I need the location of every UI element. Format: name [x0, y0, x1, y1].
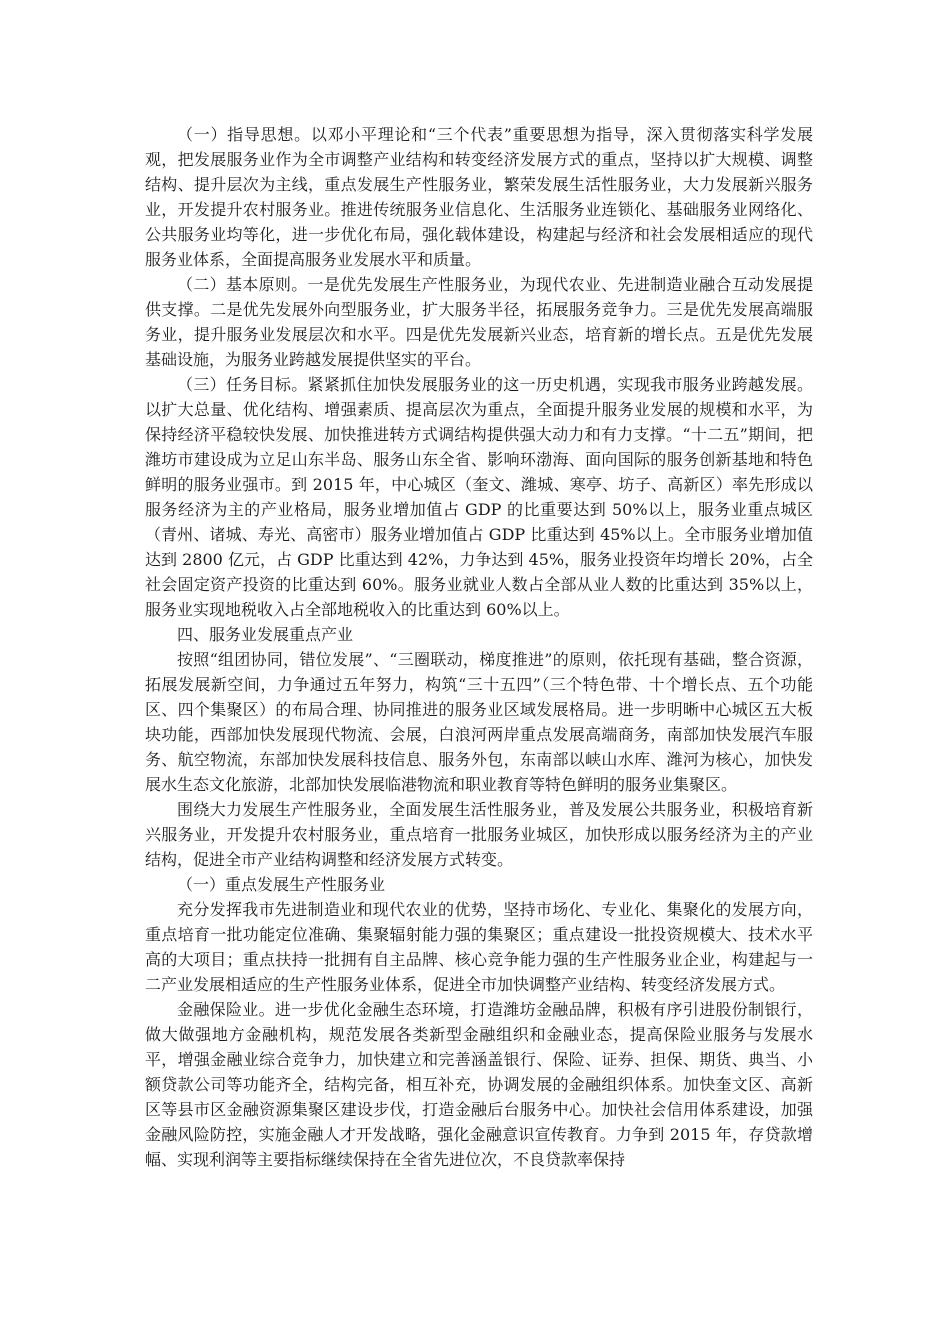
subsection-heading-productive-services: （一）重点发展生产性服务业 — [177, 875, 386, 894]
paragraph-development-focus: 围绕大力发展生产性服务业，全面发展生活性服务业，普及发展公共服务业，积极培育新兴服务业，开发提升农村服务业，重点培育一批服务业城区，加快形成以服务经济为主的产业结构，促进全市产业结构调整和经济发展方式转变。 — [145, 800, 813, 869]
paragraph-basic-principles: （二）基本原则。一是优先发展生产性服务业，为现代农业、先进制造业融合互动发展提供支撑。二是优先发展外向型服务业，扩大服务半径，拓展服务竞争力。三是优先发展高端服务业，提升服务业发展层次和水平。四是优先发展新兴业态，培育新的增长点。五是优先发展基础设施，为服务业跨越发展提供坚实的平台。 — [145, 275, 813, 369]
paragraph-productive-services: 充分发挥我市先进制造业和现代农业的优势，坚持市场化、专业化、集聚化的发展方向，重点培育一批功能定位准确、集聚辐射能力强的集聚区；重点建设一批投资规模大、技术水平高的大项目；重点扶持一批拥有自主品牌、核心竞争能力强的生产性服务业企业，构建起与一二产业发展相适应的生产性服务业体系，促进全市加快调整产业结构、转变经济发展方式。 — [145, 900, 813, 994]
section-heading-key-industries: 四、服务业发展重点产业 — [177, 625, 354, 644]
paragraph-regional-layout: 按照“组团协同，错位发展”、“三圈联动，梯度推进”的原则，依托现有基础，整合资源，拓展发展新空间，力争通过五年努力，构筑“三十五四”（三个特色带、十个增长点、五个功能区、四个集聚区）的布局合理、协同推进的服务业区域发展格局。进一步明晰中心城区五大板块功能，西部加快发展现代物流、会展，白浪河两岸重点发展高端商务，南部加快发展汽车服务、航空物流，东部加快发展科技信息、服务外包，东南部以峡山水库、潍河为核心，加快发展水生态文化旅游，北部加快发展临港物流和职业教育等特色鲜明的服务业集聚区。 — [145, 650, 813, 794]
paragraph-guiding-ideology: （一）指导思想。以邓小平理论和“三个代表”重要思想为指导，深入贯彻落实科学发展观，把发展服务业作为全市调整产业结构和转变经济发展方式的重点，坚持以扩大规模、调整结构、提升层次为主线，重点发展生产性服务业，繁荣发展生活性服务业，大力发展新兴服务业，开发提升农村服务业。推进传统服务业信息化、生活服务业连锁化、基础服务业网络化、公共服务业均等化，进一步优化布局，强化载体建设，构建起与经济和社会发展相适应的现代服务业体系，全面提高服务业发展水平和质量。 — [145, 125, 813, 269]
paragraph-finance-insurance: 金融保险业。进一步优化金融生态环境，打造潍坊金融品牌，积极有序引进股份制银行，做大做强地方金融机构，规范发展各类新型金融组织和金融业态，提高保险业服务与发展水平，增强金融业综合竞争力，加快建立和完善涵盖银行、保险、证券、担保、期货、典当、小额贷款公司等功能齐全，结构完备，相互补充，协调发展的金融组织体系。加快奎文区、高新区等县市区金融资源集聚区建设步伐，打造金融后台服务中心。加快社会信用体系建设，加强金融风险防控，实施金融人才开发战略，强化金融意识宣传教育。力争到 2015 年，存贷款增幅、实现利润等主要指标继续保持在全省先进位次，不良贷款率保持 — [145, 1000, 813, 1169]
paragraph-task-goals: （三）任务目标。紧紧抓住加快发展服务业的这一历史机遇，实现我市服务业跨越发展。以扩大总量、优化结构、增强素质、提高层次为重点，全面提升服务业发展的规模和水平，为保持经济平稳较快发展、加快推进转方式调结构提供强大动力和有力支撑。“十二五”期间，把潍坊市建设成为立足山东半岛、服务山东全省、影响环渤海、面向国际的服务创新基地和特色鲜明的服务业强市。到 2015 年，中心城区（奎文、潍城、寒亭、坊子、高新区）率先形成以服务经济为主的产业格局，服务业增加值占 GDP 的比重要达到 50%以上，服务业重点城区（青州、诸城、寿光、高密市）服务业增加值占 GDP 比重达到 45%以上。全市服务业增加值达到 2800 亿元，占 GDP 比重达到 42%，力争达到 45%，服务业投资年均增长 20%，占全社会固定资产投资的比重达到 60%。服务业就业人数占全部从业人数的比重达到 35%以上，服务业实现地税收入占全部地税收入的比重达到 60%以上。 — [145, 375, 813, 619]
document-body — [145, 122, 813, 1172]
